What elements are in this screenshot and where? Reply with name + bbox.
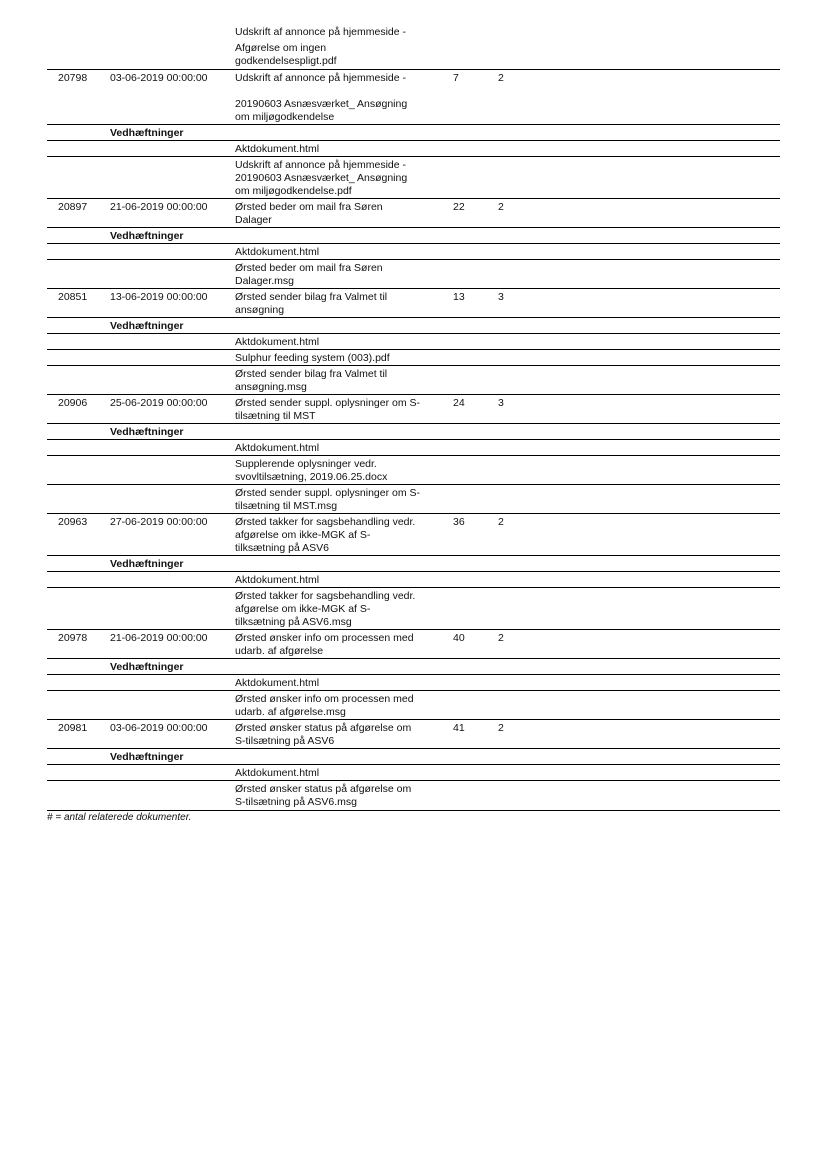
attachment-row [47, 259, 780, 289]
attachments-label: Vedhæftninger [110, 320, 184, 332]
attachment-name [235, 677, 445, 690]
record-id: 20851 [58, 291, 88, 303]
title-line: udarb. af afgørelse [235, 645, 324, 657]
record-id: 20963 [58, 516, 88, 528]
fragment-line: godkendelsespligt.pdf [235, 55, 337, 67]
attachment-row [47, 484, 780, 514]
attachment-line: svovltilsætning, 2019.06.25.docx [235, 471, 388, 483]
table-row [47, 629, 780, 659]
title-line: tilsætning til MST [235, 410, 316, 422]
attachment-row [47, 156, 780, 199]
attachments-label: Vedhæftninger [110, 426, 184, 438]
record-title [235, 201, 445, 227]
related-count: 2 [498, 201, 504, 213]
record-title [235, 291, 445, 317]
fragment-line: Afgørelse om ingen [235, 42, 327, 54]
attachments-header-row [47, 555, 780, 572]
table-row [47, 394, 780, 424]
attachment-name [235, 336, 445, 349]
attachment-name [235, 262, 445, 288]
attachment-line: Ørsted beder om mail fra Søren [235, 262, 383, 274]
attachment-name [235, 352, 445, 365]
record-id: 20981 [58, 722, 88, 734]
attachments-header-row [47, 227, 780, 244]
attachment-line: Ørsted sender bilag fra Valmet til [235, 368, 388, 380]
record-id: 20897 [58, 201, 88, 213]
title-line: om miljøgodkendelse [235, 111, 335, 123]
record-number: 41 [453, 722, 465, 734]
record-title [235, 722, 445, 748]
record-title [235, 72, 445, 124]
record-title [235, 516, 445, 555]
table-row [47, 288, 780, 318]
record-id: 20798 [58, 72, 88, 84]
record-title [235, 397, 445, 423]
cut-off-line: Udskrift af annonce på hjemmeside - [235, 26, 406, 38]
title-line: Dalager [235, 214, 272, 226]
attachment-name [235, 487, 445, 513]
attachment-name [235, 368, 445, 394]
attachment-line: Ørsted takker for sagsbehandling vedr. [235, 590, 416, 602]
attachment-line: tilksætning på ASV6.msg [235, 616, 352, 628]
title-line: Ørsted takker for sagsbehandling vedr. [235, 516, 416, 528]
attachment-row [47, 690, 780, 720]
attachment-row [47, 333, 780, 350]
related-count: 2 [498, 722, 504, 734]
related-count: 3 [498, 397, 504, 409]
attachment-line: Aktdokument.html [235, 767, 320, 779]
attachments-header-row [47, 748, 780, 765]
attachment-line: Dalager.msg [235, 275, 294, 287]
attachment-line: Aktdokument.html [235, 574, 320, 586]
attachments-label: Vedhæftninger [110, 661, 184, 673]
attachment-line: Ørsted sender suppl. oplysninger om S- [235, 487, 421, 499]
attachment-name [235, 246, 445, 259]
related-count: 2 [498, 516, 504, 528]
title-line: 20190603 Asnæsværket_ Ansøgning [235, 98, 408, 110]
attachment-line: Udskrift af annonce på hjemmeside - [235, 159, 406, 171]
record-number: 7 [453, 72, 459, 84]
attachment-name [235, 159, 445, 198]
record-id: 20906 [58, 397, 88, 409]
attachment-line: Ørsted ønsker info om processen med [235, 693, 414, 705]
record-date: 03-06-2019 00:00:00 [110, 722, 208, 734]
attachment-row [47, 365, 780, 395]
attachment-line: om miljøgodkendelse.pdf [235, 185, 352, 197]
attachment-line: udarb. af afgørelse.msg [235, 706, 346, 718]
attachment-row [47, 571, 780, 588]
attachment-line: tilsætning til MST.msg [235, 500, 338, 512]
record-number: 24 [453, 397, 465, 409]
attachments-label: Vedhæftninger [110, 751, 184, 763]
record-date: 03-06-2019 00:00:00 [110, 72, 208, 84]
attachment-line: Supplerende oplysninger vedr. [235, 458, 377, 470]
title-line: Ørsted sender bilag fra Valmet til [235, 291, 388, 303]
attachment-line: Aktdokument.html [235, 143, 320, 155]
attachment-name [235, 590, 445, 629]
title-line: Ørsted ønsker status på afgørelse om [235, 722, 412, 734]
attachment-name [235, 442, 445, 455]
title-line: Ørsted ønsker info om processen med [235, 632, 414, 644]
title-line: ansøgning [235, 304, 285, 316]
attachments-header-row [47, 124, 780, 141]
title-line [235, 85, 445, 98]
title-line: tilksætning på ASV6 [235, 542, 329, 554]
attachment-row [47, 455, 780, 485]
attachment-row [47, 439, 780, 456]
title-line: Ørsted beder om mail fra Søren [235, 201, 383, 213]
attachment-row [47, 349, 780, 366]
attachment-name [235, 693, 445, 719]
record-number: 40 [453, 632, 465, 644]
title-line: S-tilsætning på ASV6 [235, 735, 335, 747]
attachment-row [47, 587, 780, 630]
record-date: 25-06-2019 00:00:00 [110, 397, 208, 409]
title-line: Ørsted sender suppl. oplysninger om S- [235, 397, 421, 409]
attachments-label: Vedhæftninger [110, 230, 184, 242]
record-id: 20978 [58, 632, 88, 644]
attachment-name [235, 783, 445, 809]
attachment-line: Aktdokument.html [235, 336, 320, 348]
attachments-label: Vedhæftninger [110, 558, 184, 570]
record-date: 21-06-2019 00:00:00 [110, 201, 208, 213]
attachments-header-row [47, 658, 780, 675]
record-date: 27-06-2019 00:00:00 [110, 516, 208, 528]
attachment-row [47, 674, 780, 691]
record-title [235, 632, 445, 658]
attachment-name [235, 458, 445, 484]
continued-attachment-text [235, 42, 337, 68]
record-date: 13-06-2019 00:00:00 [110, 291, 208, 303]
title-line: afgørelse om ikke-MGK af S- [235, 529, 371, 541]
attachment-line: ansøgning.msg [235, 381, 307, 393]
attachment-name [235, 574, 445, 587]
attachments-label: Vedhæftninger [110, 127, 184, 139]
attachment-line: Sulphur feeding system (003).pdf [235, 352, 390, 364]
table-row [47, 198, 780, 228]
attachment-line: afgørelse om ikke-MGK af S- [235, 603, 371, 615]
attachment-line: Aktdokument.html [235, 246, 320, 258]
table-row [47, 719, 780, 749]
table-row [47, 513, 780, 556]
attachment-line: Ørsted ønsker status på afgørelse om [235, 783, 412, 795]
table-row [47, 69, 780, 125]
related-count: 2 [498, 632, 504, 644]
attachment-row [47, 780, 780, 811]
attachment-name [235, 767, 445, 780]
attachment-line: S-tilsætning på ASV6.msg [235, 796, 357, 808]
related-count: 3 [498, 291, 504, 303]
attachment-line: Aktdokument.html [235, 442, 320, 454]
attachments-header-row [47, 317, 780, 334]
attachment-row [47, 140, 780, 157]
attachment-row [47, 243, 780, 260]
attachment-row [47, 764, 780, 781]
title-line: Udskrift af annonce på hjemmeside - [235, 72, 406, 84]
record-date: 21-06-2019 00:00:00 [110, 632, 208, 644]
attachments-header-row [47, 423, 780, 440]
record-number: 22 [453, 201, 465, 213]
record-number: 36 [453, 516, 465, 528]
attachment-name [235, 143, 445, 156]
attachment-line: 20190603 Asnæsværket_ Ansøgning [235, 172, 408, 184]
related-count: 2 [498, 72, 504, 84]
attachment-line: Aktdokument.html [235, 677, 320, 689]
footnote: # = antal relaterede dokumenter. [47, 812, 192, 823]
record-number: 13 [453, 291, 465, 303]
